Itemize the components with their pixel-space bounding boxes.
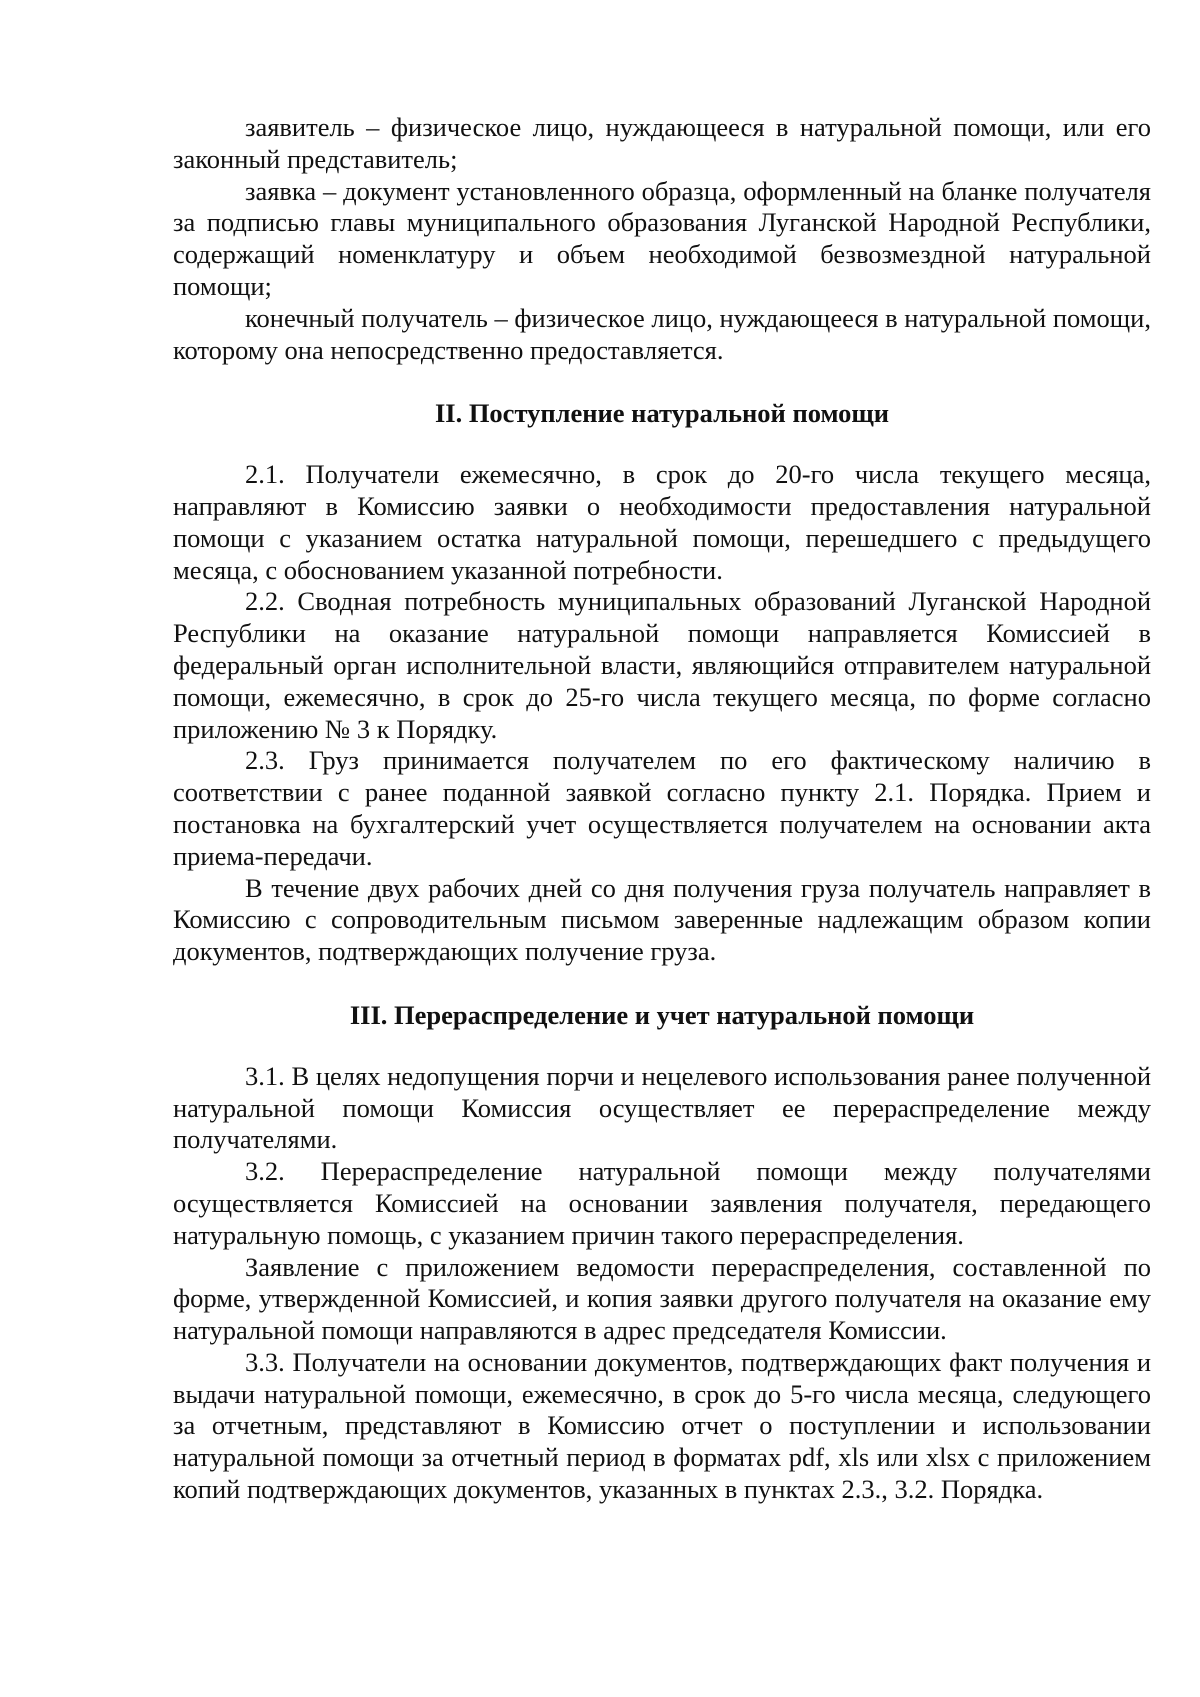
paragraph-2-3: 2.3. Груз принимается получателем по его фактическому наличию в соответствии с ранее поданной заявкой согласно пункту 2.1. Порядка. Прием и постановка на бухгалтерский учет осуществляется получателем на основании акта приема-передачи.: [173, 745, 1151, 871]
paragraph-3-3: 3.3. Получатели на основании документов, подтверждающих факт получения и выдачи натуральной помощи, ежемесячно, в срок до 5-го числа месяца, следующего за отчетным, представляют в Комиссию отчет о поступлении и использовании натуральной помощи за отчетный период в форматах pdf, xls или xlsx с приложением копий подтверждающих документов, указанных в пунктах 2.3., 3.2. Порядка.: [173, 1346, 1151, 1505]
section-2-heading: II. Поступление натуральной помощи: [434, 398, 890, 429]
definition-applicant: заявитель – физическое лицо, нуждающееся в натуральной помощи, или его законный представитель;: [173, 112, 1151, 174]
paragraph-2-1: 2.1. Получатели ежемесячно, в срок до 20-го числа текущего месяца, направляют в Комиссию заявки о необходимости предоставления натуральной помощи с указанием остатка натуральной помощи, перешедшего с предыдущего месяца, с обоснованием указанной потребности.: [173, 459, 1151, 585]
definition-application: заявка – документ установленного образца, оформленный на бланке получателя за подписью главы муниципального образования Луганской Народной Республики, содержащий номенклатуру и объем необходимой безвозмездной натуральной помощи;: [173, 175, 1151, 301]
section-3-heading: III. Перераспределение и учет натуральной помощи: [349, 999, 975, 1030]
paragraph-3-2: 3.2. Перераспределение натуральной помощи между получателями осуществляется Комиссией на основании заявления получателя, передающего натуральную помощь, с указанием причин такого перераспределения.: [173, 1156, 1151, 1250]
paragraph-2-3-continued: В течение двух рабочих дней со дня получения груза получатель направляет в Комиссию с сопроводительным письмом заверенные надлежащим образом копии документов, подтверждающих получение груза.: [173, 872, 1151, 967]
paragraph-3-2-continued: Заявление с приложением ведомости перераспределения, составленной по форме, утвержденной Комиссией, и копия заявки другого получателя на оказание ему натуральной помощи направляются в адрес председателя Комиссии.: [173, 1251, 1151, 1346]
paragraph-2-2: 2.2. Сводная потребность муниципальных образований Луганской Народной Республики на оказание натуральной помощи направляется Комиссией в федеральный орган исполнительной власти, являющийся отправителем натуральной помощи, ежемесячно, в срок до 25-го числа текущего месяца, по форме согласно приложению № 3 к Порядку.: [173, 586, 1151, 744]
paragraph-3-1: 3.1. В целях недопущения порчи и нецелевого использования ранее полученной натуральной помощи Комиссия осуществляет ее перераспределение между получателями.: [173, 1060, 1151, 1155]
document-page: [173, 112, 1151, 1506]
definition-final-recipient: конечный получатель – физическое лицо, нуждающееся в натуральной помощи, которому она непосредственно предоставляется.: [173, 302, 1151, 365]
